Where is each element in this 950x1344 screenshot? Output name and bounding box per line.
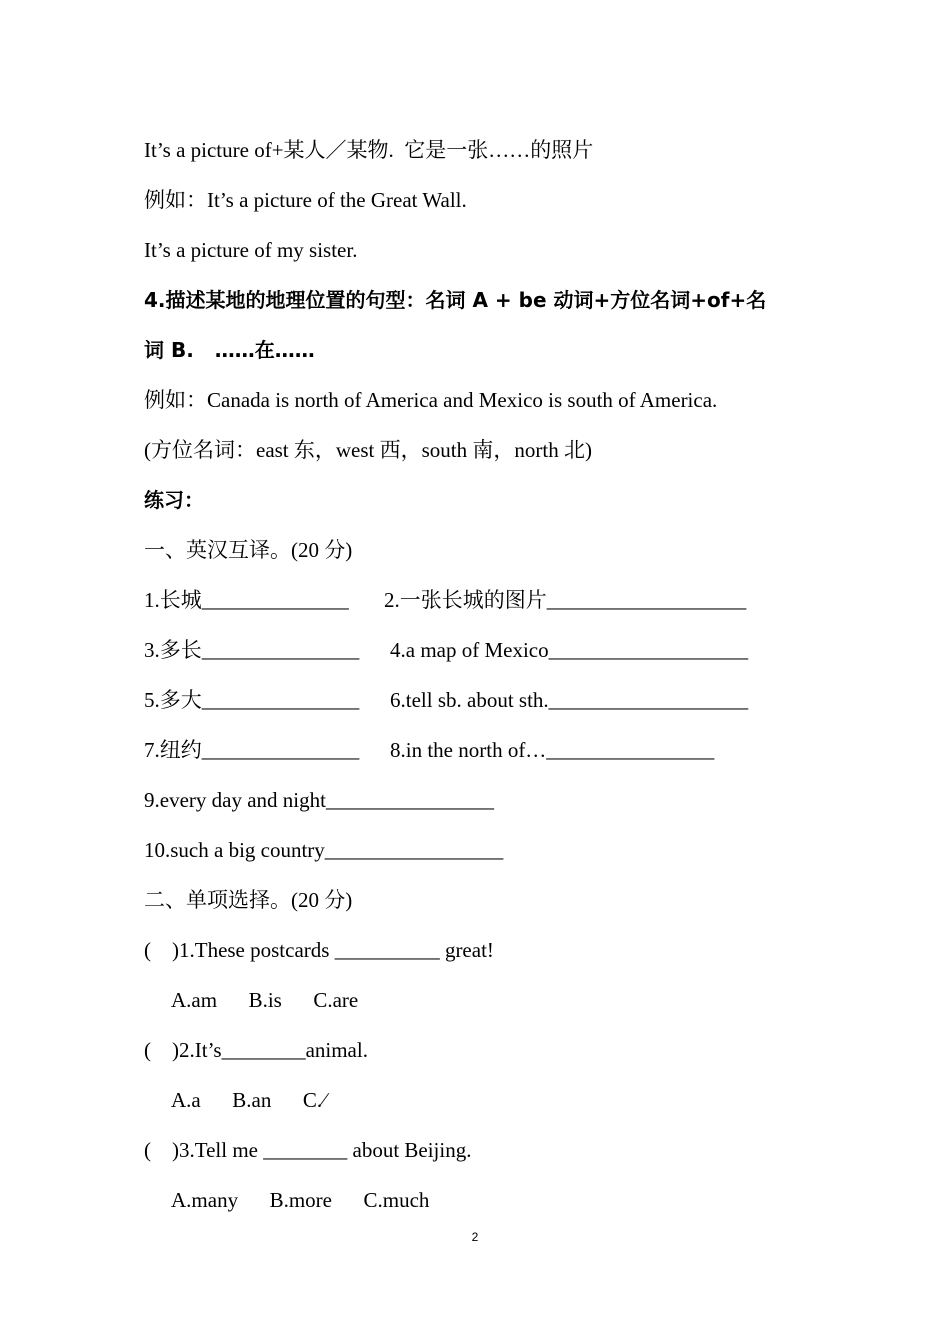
translation-item-9: 9.every day and night________________ — [144, 788, 494, 812]
picture-example-2: It’s a picture of my sister. — [144, 238, 358, 262]
question-3-stem: ( )3.Tell me ________ about Beijing. — [144, 1138, 472, 1162]
direction-nouns: (方位名词：east 东，west 西，south 南，north 北) — [144, 438, 592, 462]
translation-item-4: 4.a map of Mexico___________________ — [390, 638, 749, 662]
translation-item-8: 8.in the north of…________________ — [390, 738, 715, 762]
translation-item-2: 2.一张长城的图片___________________ — [384, 588, 747, 612]
translation-item-7: 7.纽约_______________ — [144, 738, 360, 762]
translation-item-1: 1.长城______________ — [144, 588, 349, 612]
question-1-stem: ( )1.These postcards __________ great! — [144, 938, 494, 962]
picture-pattern: It’s a picture of+某人／某物. 它是一张……的照片 — [144, 138, 594, 162]
translation-item-10: 10.such a big country_________________ — [144, 838, 504, 862]
question-1-options: A.am B.is C.are — [171, 988, 359, 1012]
translation-item-6: 6.tell sb. about sth.___________________ — [390, 688, 749, 712]
location-heading-line1: 4.描述某地的地理位置的句型：名词 A + be 动词+方位名词+of+名 — [144, 288, 767, 312]
section1-title: 一、英汉互译。(20 分) — [144, 538, 353, 562]
section2-title: 二、单项选择。(20 分) — [144, 888, 353, 912]
translation-item-3: 3.多长_______________ — [144, 638, 360, 662]
translation-item-5: 5.多大_______________ — [144, 688, 360, 712]
practice-title: 练习： — [144, 488, 204, 512]
location-example: 例如：Canada is north of America and Mexico is south of America. — [144, 388, 718, 412]
page-number: 2 — [471, 1230, 479, 1244]
question-2-options: A.a B.an C.∕ — [171, 1088, 326, 1112]
question-2-stem: ( )2.It’s________animal. — [144, 1038, 368, 1062]
location-heading-line2: 词 B. ……在…… — [144, 338, 315, 362]
picture-example-1: 例如：It’s a picture of the Great Wall. — [144, 188, 467, 212]
question-3-options: A.many B.more C.much — [171, 1188, 430, 1212]
